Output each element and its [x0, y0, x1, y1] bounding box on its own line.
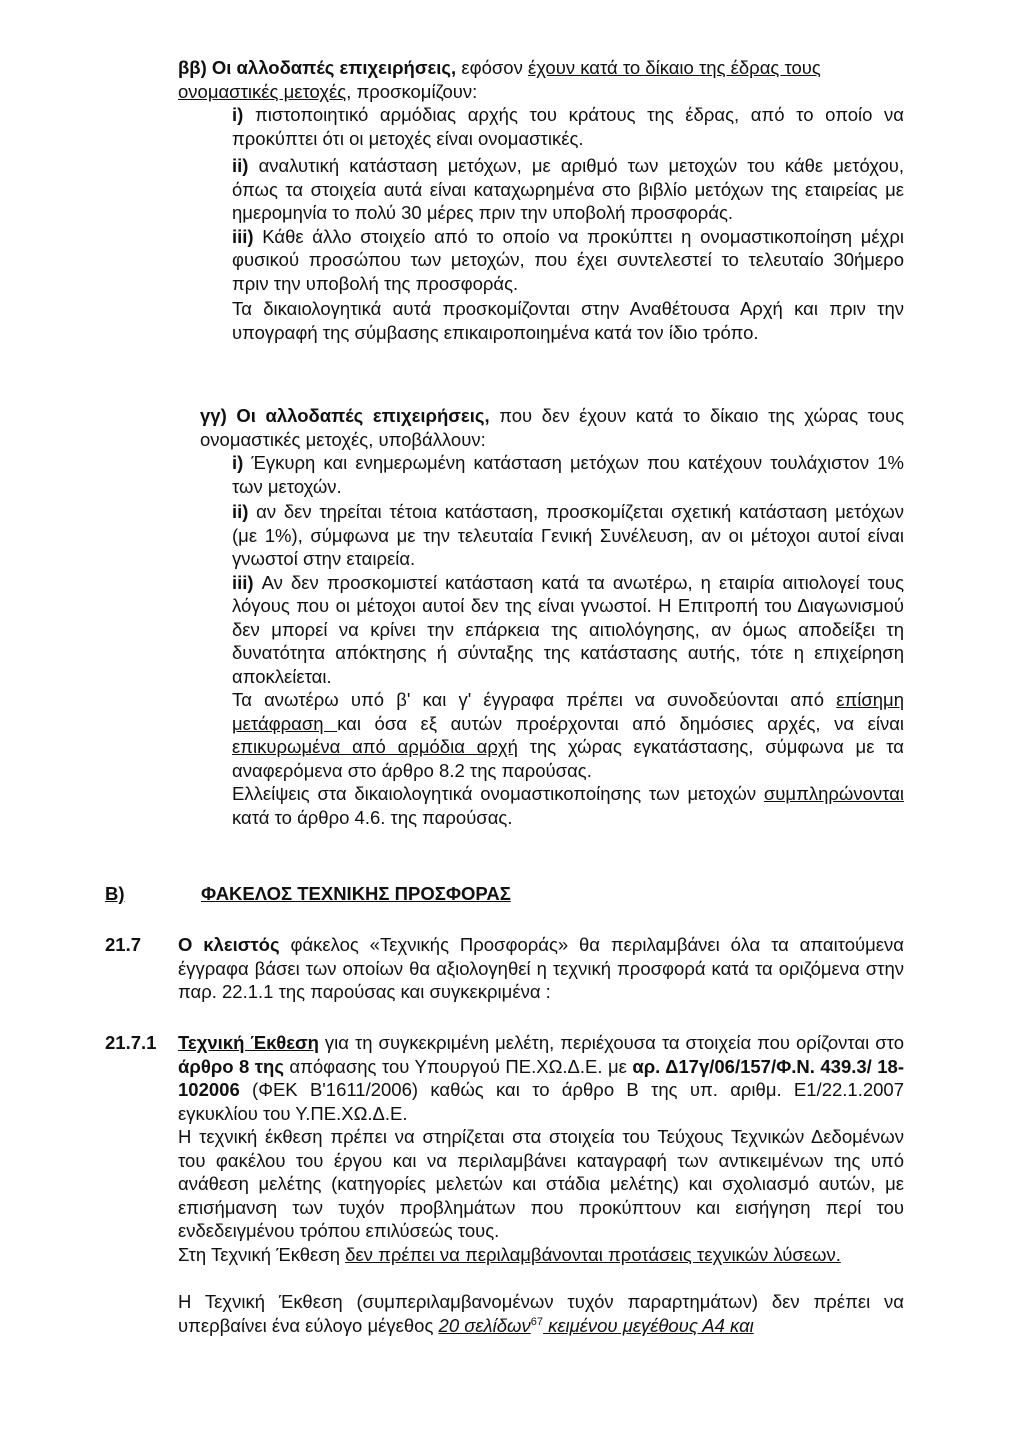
para-21-7-text — [178, 933, 904, 1004]
gg-item-iii — [232, 571, 904, 689]
gg-translation-note — [232, 688, 904, 782]
para-21-7-1-text-3: (ΦΕΚ Β'1611/2006) καθώς και το άρθρο Β της υπ. αριθμ. Ε1/22.1.2007 εγκυκλίου του Υ.ΠΕ.ΧΩ.Δ.Ε. — [178, 1079, 904, 1124]
bb-prefix: ββ) — [178, 57, 207, 78]
gg-prefix: γγ) — [200, 405, 227, 426]
gg-trans-text-3: της χώρας εγκατάστασης, σύμφωνα με τα αναφερόμενα στο άρθρο 8.2 της παρούσας. — [232, 736, 904, 781]
gg-item-ii-label: ii) — [232, 501, 249, 522]
bb-bold-title: Οι αλλοδαπές επιχειρήσεις, — [206, 57, 457, 78]
section-bb — [178, 56, 904, 103]
gg-heading — [200, 404, 904, 451]
para-21-7-1-number: 21.7.1 — [105, 1032, 157, 1053]
bb-item-ii-text: αναλυτική κατάσταση μετόχων, με αριθμό των μετοχών του κάθε μετόχου, όπως τα στοιχεία αυτά είναι καταχωρημένα στο βιβλίο μετόχων της εταιρείας με ημερομηνία το πολύ 30 μέρες πριν την υποβολή προσφοράς. — [232, 155, 904, 223]
section-gg — [200, 404, 904, 451]
gg-bold-title: Οι αλλοδαπές επιχειρήσεις, — [226, 405, 490, 426]
gg-trans-underlined-1: επίσημη μετάφραση — [232, 689, 904, 734]
gg-item-iii-label: iii) — [232, 571, 254, 593]
para-21-7-number: 21.7 — [105, 934, 142, 955]
para-21-7-bold: Ο κλειστός — [178, 934, 280, 955]
para-21-7-1-second: Η τεχνική έκθεση πρέπει να στηρίζεται στα στοιχεία του Τεύχους Τεχνικών Δεδομένων του φακέλου του έργου και να περιλαμβάνει καταγραφή των αντικειμένων της υπό ανάθεση μελέτης (κατηγορίες μελετών και στάδια μελέτης) και σχολιασμό αυτών, με επισήμανση των τυχόν προβλημάτων που προκύπτουν και εισήγηση περί του ενδεδειγμένου τρόπου επιλύσεώς τους. — [178, 1126, 904, 1241]
bb-item-i — [232, 103, 904, 150]
section-b-heading — [105, 882, 905, 906]
bb-item-iii-label: iii) — [232, 225, 254, 247]
bb-item-iii — [232, 225, 904, 296]
bb-text: εφόσον — [456, 57, 528, 78]
bb-text-2: προσκομίζουν: — [351, 80, 478, 102]
footnote-ref-67: 67 — [530, 1315, 543, 1328]
gg-item-iii-text: Αν δεν προσκομιστεί κατάσταση κατά τα ανωτέρω, η εταιρία αιτιολογεί τους λόγους που οι μέτοχοι αυτοί δεν της είναι γνωστοί. Η Επιτροπή του Διαγωνισμού δεν μπορεί να κρίνει την επάρκεια της αιτιολόγησης, αν όμως αποδείξει τη δυνατότητα απόκτησης ή σύνταξης της κατάστασης αυτής, τότε η επιχείρηση αποκλείεται. — [232, 571, 904, 687]
bb-heading — [178, 56, 904, 103]
section-b-title: ΦΑΚΕΛΟΣ ΤΕΧΝΙΚΗΣ ΠΡΟΣΦΟΡΑΣ — [201, 883, 511, 904]
bb-underlined: έχουν κατά το δίκαιο της έδρας τους — [527, 57, 821, 78]
bb-item-iii-text: Κάθε άλλο στοιχείο από το οποίο να προκύπτει η ονομαστικοποίηση μέχρι φυσικού προσώπου των μετοχών, που έχει συντελεστεί το τελευταίο 30ήμερο πριν την υποβολή της προσφοράς. — [232, 225, 904, 294]
bb-item-i-text: πιστοποιητικό αρμόδιας αρχής του κράτους της έδρας, από το οποίο να προκύπτει ότι οι μετοχές είναι ονομαστικές. — [232, 104, 904, 149]
bb-item-ii — [232, 154, 904, 225]
para-21-7-1-pages: 20 σελίδων — [438, 1314, 531, 1336]
para-21-7-1-fourth-text: Η Τεχνική Έκθεση (συμπεριλαμβανομένων τυχόν παραρτημάτων) δεν πρέπει να υπερβαίνει ένα εύλογο μέγεθος — [178, 1291, 904, 1336]
gg-trans-text-2: και όσα εξ αυτών προέρχονται από δημόσιες αρχές, να είναι — [337, 712, 904, 734]
para-21-7-1-size: κειμένου μεγέθους Α4 και — [542, 1314, 754, 1336]
para-21-7-1-third — [178, 1243, 904, 1267]
gg-item-i-text: Έγκυρη και ενημερωμένη κατάσταση μετόχων που κατέχουν τουλάχιστον 1% των μετοχών. — [232, 452, 904, 497]
gg-miss-underlined: συμπληρώνονται — [763, 783, 904, 804]
para-21-7-1-bold-1: άρθρο 8 της — [178, 1055, 284, 1077]
section-b-label: Β) — [105, 883, 125, 904]
gg-missing-note — [232, 782, 904, 829]
para-21-7-1 — [178, 1031, 904, 1337]
gg-trans-underlined-2: επικυρωμένα από αρμόδια αρχή — [232, 736, 518, 757]
para-21-7-1-text-2: απόφασης του Υπουργού ΠΕ.ΧΩ.Δ.Ε. με — [283, 1055, 633, 1077]
para-21-7-1-third-text: Στη Τεχνική Έκθεση — [178, 1243, 346, 1265]
para-21-7-1-text-1: για τη συγκεκριμένη μελέτη, περιέχουσα τα στοιχεία που ορίζονται στο — [318, 1032, 904, 1053]
para-21-7-body: φάκελος «Τεχνικής Προσφοράς» θα περιλαμβάνει όλα τα απαιτούμενα έγγραφα βάσει των οποίων θα αξιολογηθεί η τεχνική προσφορά κατά τα οριζόμενα στην παρ. 22.1.1 της παρούσας και συγκεκριμένα : — [178, 934, 904, 1002]
gg-trans-text-1: Τα ανωτέρω υπό β' και γ' έγγραφα πρέπει να συνοδεύονται από — [232, 689, 837, 710]
para-21-7-1-bold-2: αρ. Δ17γ/06/157/Φ.Ν. 439.3/ 18-102006 — [178, 1055, 905, 1100]
para-21-7-1-title: Τεχνική Έκθεση — [178, 1032, 319, 1053]
bb-item-i-label: i) — [232, 104, 244, 125]
para-21-7-1-fourth — [178, 1290, 904, 1337]
gg-item-i — [232, 451, 904, 498]
gg-item-ii — [232, 500, 904, 571]
bb-closing: Τα δικαιολογητικά αυτά προσκομίζονται στην Αναθέτουσα Αρχή και πριν την υπογραφή της σύμβασης επικαιροποιημένα κατά τον ίδιο τρόπο. — [232, 298, 904, 343]
gg-item-i-label: i) — [232, 452, 244, 473]
bb-items — [232, 103, 904, 344]
gg-items — [232, 451, 904, 829]
gg-miss-text-2: κατά το άρθρο 4.6. της παρούσας. — [232, 806, 513, 828]
gg-intro: που δεν έχουν κατά το δίκαιο της χώρας τους ονομαστικές μετοχές, υποβάλλουν: — [200, 405, 904, 450]
para-21-7-1-third-underlined: δεν πρέπει να περιλαμβάνονται προτάσεις τεχνικών λύσεων. — [345, 1243, 841, 1265]
gg-item-ii-text: αν δεν τηρείται τέτοια κατάσταση, προσκομίζεται σχετική κατάσταση μετόχων (με 1%), σύμφωνα με την τελευταία Γενική Συνέλευση, αν οι μέτοχοι αυτοί είναι γνωστοί στην εταιρεία. — [232, 501, 904, 569]
bb-underlined-2: ονομαστικές μετοχές, — [178, 80, 352, 102]
para-21-7 — [178, 933, 904, 1004]
gg-miss-text-1: Ελλείψεις στα δικαιολογητικά ονομαστικοποίησης των μετοχών — [232, 783, 764, 804]
bb-item-ii-label: ii) — [232, 155, 249, 176]
para-21-7-1-first — [178, 1031, 904, 1125]
